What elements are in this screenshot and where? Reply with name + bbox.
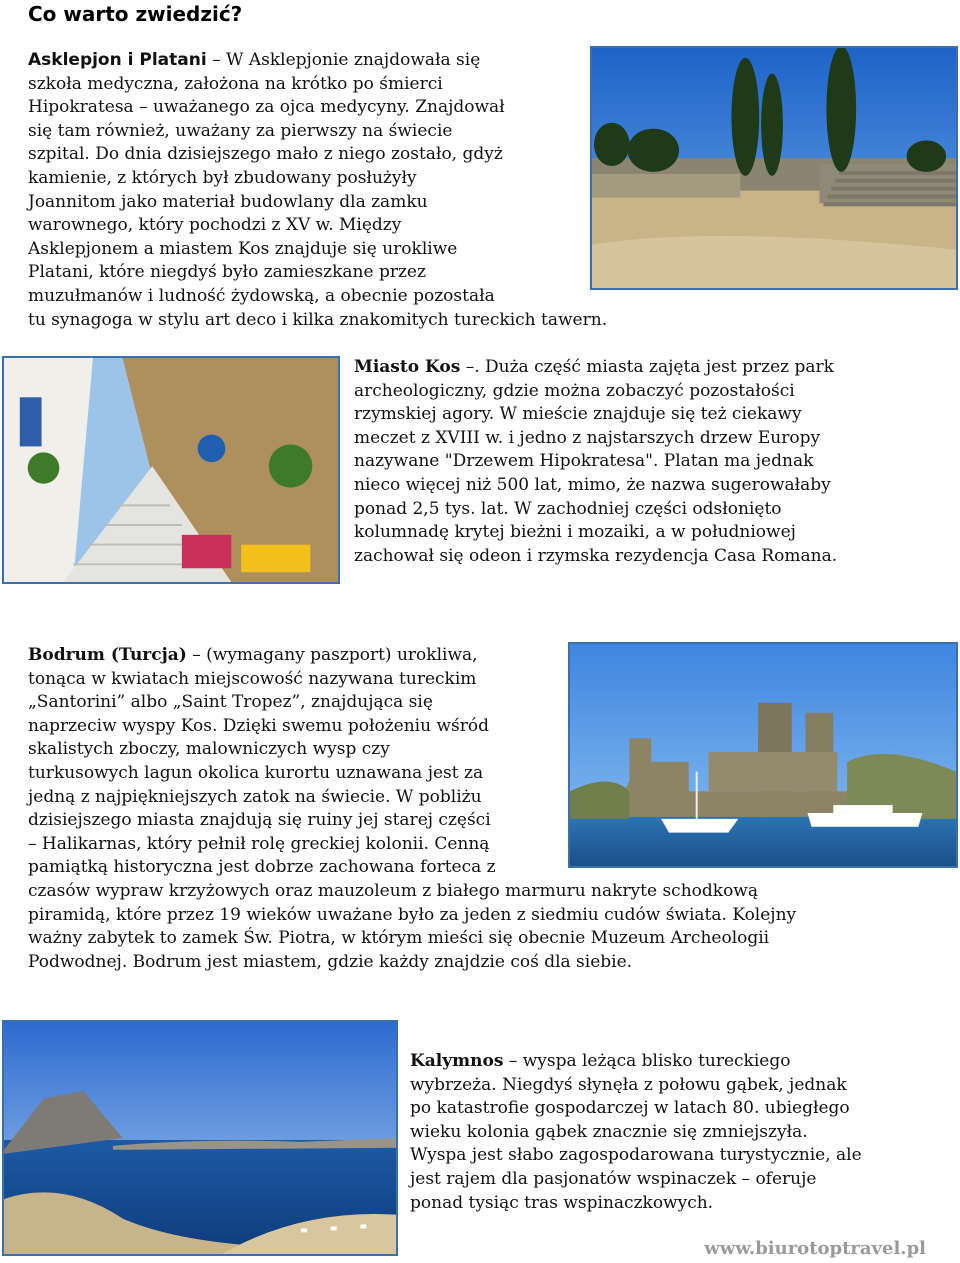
asklepjon-line-3: Hipokratesa – uważanego za ojca medycyny. Znajdował — [28, 97, 505, 118]
kos-line-9: zachował się odeon i rzymska rezydencja Casa Romana. — [354, 545, 838, 566]
kos-street-photo — [2, 356, 340, 584]
bodrum-line-11: czasów wypraw krzyżowych oraz mauzoleum z białego marmuru nakryte schodkową — [28, 880, 758, 901]
asklepjon-ruins-photo — [590, 46, 958, 290]
kos-heading: Miasto Kos — [354, 357, 461, 377]
kos-line-1: Miasto Kos –. Duża część miasta zajęta jest przez park — [354, 357, 834, 377]
kos-paragraph — [354, 356, 837, 568]
asklepjon-line-9: Asklepjonem a miastem Kos znajduje się urokliwe — [28, 238, 458, 259]
bodrum-line-5: skalistych zboczy, malowniczych wysp czy — [28, 739, 390, 760]
kos-line-8: kolumnadę krytej bieżni i mozaiki, a w południowej — [354, 522, 796, 543]
asklepjon-line-11: muzułmanów i ludność żydowską, a obecnie pozostała — [28, 285, 495, 306]
bodrum-line-10: pamiątką historyczna jest dobrze zachowana forteca z — [28, 857, 496, 878]
kos-line-7: ponad 2,5 tys. lat. W zachodniej części odsłonięto — [354, 498, 782, 519]
kos-line-4: meczet z XVIII w. i jedno z najstarszych drzew Europy — [354, 427, 821, 448]
asklepjon-line-2: szkoła medyczna, założona na krótko po śmierci — [28, 73, 443, 94]
asklepjon-paragraph — [28, 49, 607, 332]
kalymnos-line-7: ponad tysiąc tras wspinaczkowych. — [410, 1192, 714, 1213]
kalymnos-line-4: wieku kolonia gąbek znacznie się zmniejszyła. — [410, 1121, 808, 1142]
bodrum-line-9: – Halikarnas, który pełnił rolę greckiej kolonii. Cenną — [28, 833, 490, 854]
kalymnos-line-1: Kalymnos – wyspa leżąca blisko tureckiego — [410, 1051, 791, 1071]
bodrum-line-14: Podwodnej. Bodrum jest miastem, gdzie każdy znajdzie coś dla siebie. — [28, 951, 633, 972]
kalymnos-line-2: wybrzeża. Niegdyś słynęła z połowu gąbek, jednak — [410, 1074, 847, 1095]
footer-website-link[interactable]: www.biurotoptravel.pl — [704, 1238, 926, 1259]
asklepjon-line-10: Platani, które niegdyś było zamieszkane przez — [28, 262, 426, 283]
asklepjon-line-4: się tam również, uważany za pierwszy na świecie — [28, 120, 453, 141]
asklepjon-line-12: tu synagoga w stylu art deco i kilka znakomitych tureckich tawern. — [28, 309, 608, 330]
kalymnos-paragraph — [410, 1050, 862, 1215]
kalymnos-line-5: Wyspa jest słabo zagospodarowana turystycznie, ale — [410, 1145, 862, 1166]
bodrum-castle-photo — [568, 642, 958, 868]
bodrum-line-6: turkusowych lagun okolica kurortu uznawana jest za — [28, 762, 484, 783]
kos-line-5: nazywane "Drzewem Hipokratesa". Platan ma jednak — [354, 451, 814, 472]
bodrum-heading: Bodrum (Turcja) — [28, 645, 187, 665]
asklepjon-line-1: Asklepjon i Platani – W Asklepjonie znajdowała się — [28, 50, 481, 70]
bodrum-line-13: ważny zabytek to zamek Św. Piotra, w którym mieści się obecnie Muzeum Archeologii — [28, 928, 770, 949]
asklepjon-line-7: Joannitom jako materiał budowlany dla zamku — [28, 191, 428, 212]
kalymnos-bay-photo — [2, 1020, 398, 1256]
asklepjon-line-5: szpital. Do dnia dzisiejszego mało z niego zostało, gdyż — [28, 144, 503, 165]
kos-line-2: archeologiczny, gdzie można zobaczyć pozostałości — [354, 380, 795, 401]
kalymnos-line-6: jest rajem dla pasjonatów wspinaczek – oferuje — [410, 1168, 817, 1189]
asklepjon-heading: Asklepjon i Platani — [28, 50, 207, 70]
bodrum-line-2: tonąca w kwiatach miejscowość nazywana tureckim — [28, 668, 477, 689]
bodrum-line-4: naprzeciw wyspy Kos. Dzięki swemu położeniu wśród — [28, 715, 489, 736]
bodrum-line-7: jedną z najpiękniejszych zatok na świecie. W pobliżu — [28, 786, 482, 807]
kos-line-6: nieco więcej niż 500 lat, mimo, że nazwa sugerowałaby — [354, 474, 831, 495]
kalymnos-line-3: po katastrofie gospodarczej w latach 80. ubiegłego — [410, 1098, 850, 1119]
asklepjon-line-8: warownego, który pochodzi z XV w. Między — [28, 215, 402, 236]
page-title: Co warto zwiedzić? — [28, 2, 243, 26]
kos-line-3: rzymskiej agory. W mieście znajduje się też ciekawy — [354, 404, 802, 425]
bodrum-line-1: Bodrum (Turcja) – (wymagany paszport) urokliwa, — [28, 645, 478, 665]
kalymnos-heading: Kalymnos — [410, 1051, 504, 1071]
bodrum-line-8: dzisiejszego miasta znajdują się ruiny jej starej części — [28, 810, 491, 831]
asklepjon-line-6: kamienie, z których był zbudowany posłużyły — [28, 167, 417, 188]
bodrum-line-12: piramidą, które przez 19 wieków uważane było za jeden z siedmiu cudów świata. Kolejny — [28, 904, 797, 925]
bodrum-line-3: „Santorini” albo „Saint Tropez”, znajdująca się — [28, 692, 433, 713]
